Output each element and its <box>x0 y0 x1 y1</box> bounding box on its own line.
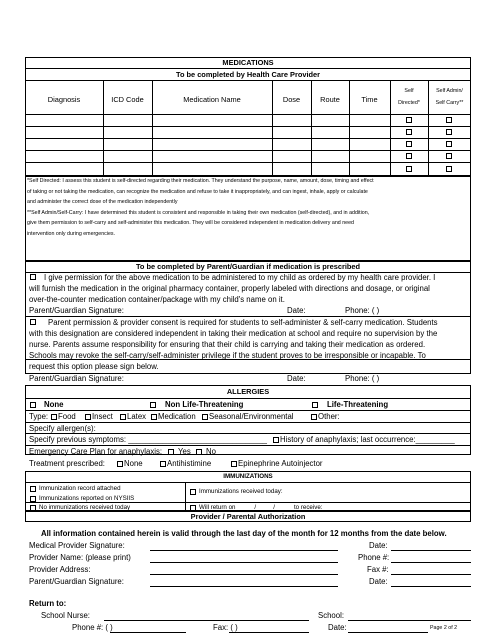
page-number: Page 2 of 2 <box>430 625 458 631</box>
immunizations-received-label: Immunizations received today: <box>199 488 283 495</box>
treatment-epi-checkbox[interactable] <box>231 461 237 467</box>
immunization-record-checkbox[interactable] <box>30 486 36 492</box>
provider-date-line[interactable] <box>391 550 471 551</box>
self-admin-checkbox[interactable] <box>446 141 452 147</box>
note-line: give them permission to self-carry and self-administer this medication. They will be considered independent in medication delivery and need <box>27 220 355 226</box>
type-other-label: Other: <box>318 412 340 421</box>
treatment-none-label: None <box>124 459 143 468</box>
allergy-non-threatening-label: Non Life-Threatening <box>165 400 244 409</box>
note-line: *Self Directed: I assess this student is self-directed regarding their medication. They understand the purpose, name, amount, dose, timing and effect <box>27 178 374 184</box>
return-phone-label: Phone #: ( ) <box>72 623 113 632</box>
allergy-threatening-checkbox[interactable] <box>312 402 318 408</box>
treatment-antihistimine-checkbox[interactable] <box>160 461 166 467</box>
treatment-none-checkbox[interactable] <box>117 461 123 467</box>
type-seasonal-label: Seasonal/Environmental <box>209 412 294 421</box>
guardian-signature-line[interactable] <box>150 586 338 587</box>
col-icd-code: ICD Code <box>111 95 144 104</box>
treatment-epi-label: Epinephrine Autoinjector <box>238 459 323 468</box>
type-latex-checkbox[interactable] <box>120 414 126 420</box>
self-admin-checkbox[interactable] <box>446 153 452 159</box>
self-directed-checkbox[interactable] <box>406 166 412 172</box>
parent-phone-label-2: Phone: ( ) <box>345 374 380 383</box>
type-insect-label: Insect <box>92 412 113 421</box>
provider-name-line[interactable] <box>150 562 338 563</box>
col-route: Route <box>320 95 340 104</box>
provider-address-label: Provider Address: <box>29 565 91 574</box>
note-line: of taking or not taking the medication, can recognize the medication and refuse to take it inappropriately, and can ingest, inhale, apply or calculate <box>27 189 368 195</box>
treatment-label: Treatment prescribed: <box>29 459 105 468</box>
allergy-none-checkbox[interactable] <box>30 402 36 408</box>
allergy-type-label: Type: <box>29 412 49 421</box>
note-line: **Self Admin/Self-Carry: I have determined this student is consistent and responsible in taking their own medication (self-directed), and in addition, <box>27 210 370 216</box>
type-latex-label: Latex <box>127 412 147 421</box>
note-line: intervention only during emergencies. <box>27 231 116 237</box>
parent-date-label-2: Date: <box>287 374 306 383</box>
school-nurse-line[interactable] <box>104 620 309 621</box>
col-dose: Dose <box>282 95 301 104</box>
validity-text: All information contained herein is valid through the last day of the month for 12 months from the date below. <box>41 529 447 538</box>
provider-fax-label: Fax #: <box>367 565 389 574</box>
medications-title: MEDICATIONS <box>222 58 274 67</box>
provider-address-line[interactable] <box>150 574 338 575</box>
nysiis-label: Immunizations reported on NYSIIS <box>39 495 135 502</box>
guardian-date-label: Date: <box>369 577 388 586</box>
guardian-date-line[interactable] <box>391 586 471 587</box>
self-directed-checkbox[interactable] <box>406 141 412 147</box>
self-directed-checkbox[interactable] <box>406 117 412 123</box>
note-line: and administer the correct dose of the medication independently <box>27 199 178 205</box>
parent-permission-checkbox[interactable] <box>30 274 36 280</box>
school-nurse-label: School Nurse: <box>41 611 90 620</box>
ecp-no-label: No <box>206 447 216 456</box>
ecp-label: Emergency Care Plan for anaphylaxis: <box>29 447 163 456</box>
provider-phone-line[interactable] <box>391 562 471 563</box>
no-immunizations-label: No immunizations received today <box>39 504 131 511</box>
self-admin-checkbox[interactable] <box>446 129 452 135</box>
allergies-heading: ALLERGIES <box>226 387 270 396</box>
immunizations-heading: IMMUNIZATIONS <box>223 473 273 480</box>
self-admin-checkbox[interactable] <box>446 117 452 123</box>
type-food-checkbox[interactable] <box>51 414 57 420</box>
provider-date-label: Date: <box>369 541 388 550</box>
self-carry-consent-checkbox[interactable] <box>30 319 36 325</box>
allergy-threatening-label: Life-Threatening <box>327 400 389 409</box>
authorization-heading: Provider / Parental Authorization <box>190 512 306 521</box>
type-medication-checkbox[interactable] <box>151 414 157 420</box>
medical-provider-signature-line[interactable] <box>150 550 338 551</box>
return-to-heading: Return to: <box>29 599 67 608</box>
ecp-no-checkbox[interactable] <box>196 449 202 455</box>
col-medication-name: Medication Name <box>183 95 241 104</box>
col-time: Time <box>361 95 378 104</box>
return-fax-line[interactable] <box>229 632 309 633</box>
immunization-record-label: Immunization record attached <box>39 485 121 492</box>
parent-signature-label: Parent/Guardian Signature: <box>29 306 124 315</box>
ecp-yes-checkbox[interactable] <box>168 449 174 455</box>
self-directed-checkbox[interactable] <box>406 153 412 159</box>
treatment-antihistimine-label: Antihistimine <box>167 459 212 468</box>
return-phone-line[interactable] <box>110 632 186 633</box>
school-label: School: <box>318 611 345 620</box>
immunizations-received-checkbox[interactable] <box>190 489 196 495</box>
allergy-non-threatening-checkbox[interactable] <box>150 402 156 408</box>
col-self-directed: Self <box>404 88 414 94</box>
type-seasonal-checkbox[interactable] <box>202 414 208 420</box>
return-date-label: Date: <box>328 623 347 632</box>
parent-permission-text: I give permission for the above medication to be administered to my child as ordered by my health care provider. I <box>44 273 436 282</box>
specify-symptoms-label: Specify previous symptoms: ________________________________ <box>29 435 267 444</box>
provider-fax-line[interactable] <box>391 574 471 575</box>
anaphylaxis-history-checkbox[interactable] <box>273 437 279 443</box>
parent-heading: To be completed by Parent/Guardian if medication is prescribed <box>135 262 361 271</box>
parent-phone-label: Phone: ( ) <box>345 306 380 315</box>
guardian-signature-label: Parent/Guardian Signature: <box>29 577 124 586</box>
parent-date-label: Date: <box>287 306 306 315</box>
school-line[interactable] <box>348 620 471 621</box>
provider-name-label: Provider Name: (please print) <box>29 553 131 562</box>
col-self-admin: Self Admin/ <box>436 88 463 94</box>
return-date-line[interactable] <box>348 632 428 633</box>
anaphylaxis-history-label: History of anaphylaxis; last occurrence:_________ <box>280 435 455 444</box>
self-carry-consent-text: Parent permission & provider consent is required for students to self-administer & self-carry medication. Students <box>48 318 438 327</box>
parent-signature-row-2 <box>25 360 471 374</box>
type-food-label: Food <box>58 412 76 421</box>
self-directed-checkbox[interactable] <box>406 129 412 135</box>
self-admin-checkbox[interactable] <box>446 166 452 172</box>
type-insect-checkbox[interactable] <box>85 414 91 420</box>
provider-phone-label: Phone #: <box>358 553 390 562</box>
type-other-checkbox[interactable] <box>311 414 317 420</box>
medications-subtitle: To be completed by Health Care Provider <box>175 70 321 79</box>
will-return-label: Will return on _____/_____/_____ to receive: <box>199 504 323 511</box>
return-fax-label: Fax: ( ) <box>213 623 238 632</box>
type-medication-label: Medication <box>158 412 196 421</box>
allergy-none-label: None <box>44 400 64 409</box>
specify-allergen-label: Specify allergen(s): <box>29 424 96 433</box>
parent-signature-label-2: Parent/Guardian Signature: <box>29 374 124 383</box>
col-diagnosis: Diagnosis <box>47 95 81 104</box>
medical-provider-signature-label: Medical Provider Signature: <box>29 541 125 550</box>
ecp-yes-label: Yes <box>178 447 191 456</box>
